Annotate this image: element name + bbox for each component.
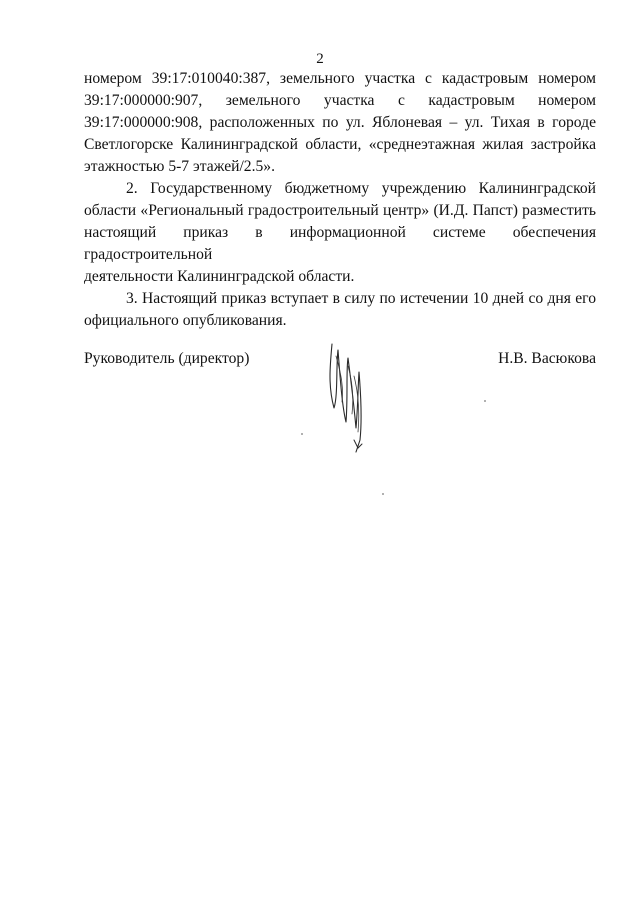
paragraph-2-line: настоящий приказ в информационной системе обеспечения градостроительной (84, 224, 596, 263)
paragraph-1-line: Светлогорске Калининградской области, «среднеэтажная жилая застройка (84, 136, 596, 153)
paragraph-2-line: области «Региональный градостроительный центр» (И.Д. Папст) разместить (84, 202, 596, 219)
speck (484, 400, 486, 402)
paragraph-1-line: 39:17:000000:908, расположенных по ул. Яблоневая – ул. Тихая в городе (84, 114, 596, 131)
paragraph-1 (84, 68, 596, 178)
paragraph-3-line: 3. Настоящий приказ вступает в силу по истечении 10 дней со дня его (126, 290, 596, 307)
document-body (84, 68, 596, 332)
paragraph-1-line: этажностью 5-7 этажей/2.5». (84, 158, 275, 175)
speck (382, 493, 384, 495)
paragraph-2-line: деятельности Калининградской области. (84, 268, 355, 285)
paragraph-1-line: номером 39:17:010040:387, земельного участка с кадастровым номером (84, 70, 596, 87)
paragraph-2-line: 2. Государственному бюджетному учреждению Калининградской (126, 180, 596, 197)
page-number: 2 (316, 51, 324, 67)
paragraph-1-line: 39:17:000000:907, земельного участка с кадастровым номером (84, 92, 596, 109)
speck (301, 433, 303, 435)
paragraph-3 (84, 288, 596, 332)
paragraph-2 (84, 178, 596, 288)
signer-name: Н.В. Васюкова (498, 350, 596, 367)
position-title: Руководитель (директор) (84, 350, 250, 367)
handwritten-signature (318, 336, 370, 456)
paragraph-3-line: официального опубликования. (84, 312, 287, 329)
